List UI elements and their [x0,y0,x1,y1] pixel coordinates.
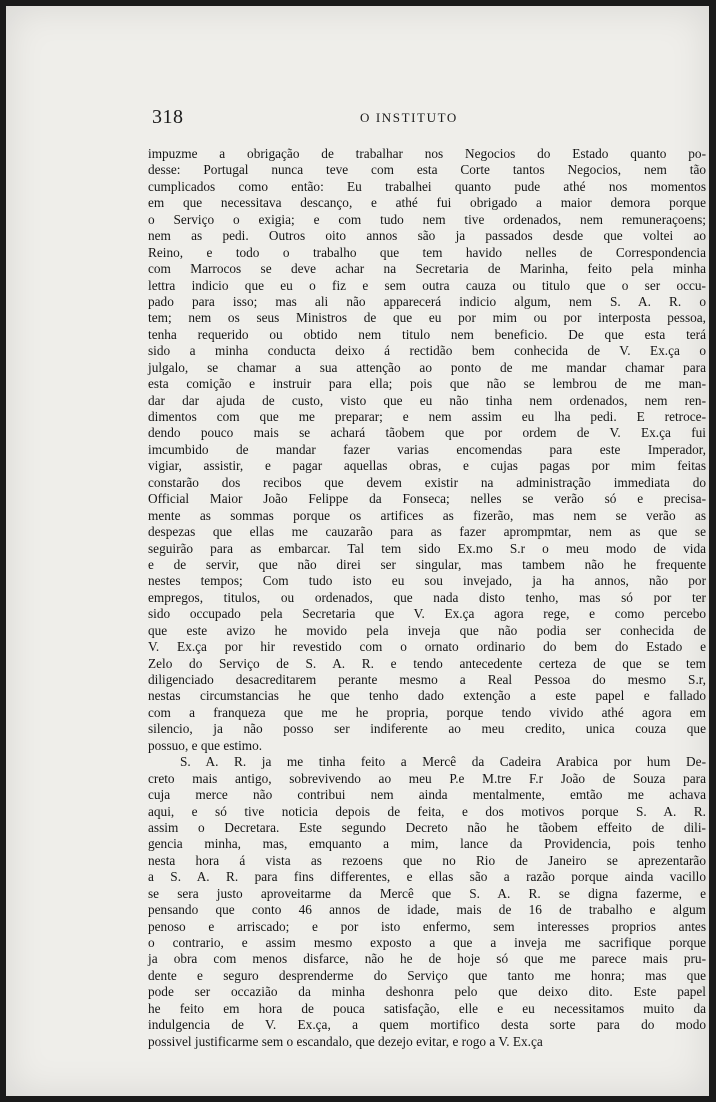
text-line: despezas que ellas me cauzarão para as fazer aprompmtar, nem as que se [148,524,706,540]
text-line: assim o Decretara. Este segundo Decreto não he tãobem effeito de dili- [148,819,706,835]
text-line: imcumbido de mandar fazer varias encomendas para este Imperador, [148,441,706,457]
text-line: cumplicados como então: Eu trabalhei quanto pude athé nos momentos [148,178,706,194]
text-line: aqui, e só tive noticia depois de feita, e dos motivos porque S. A. R. [148,803,706,819]
text-line: pensando que conto 46 annos de idade, mais de 16 de trabalho e algum [148,902,706,918]
text-line: possuo, e que estimo. [148,737,263,753]
text-line: empregos, titulos, ou ordenados, que nada disto tenho, mas só por ter [148,589,706,605]
text-line: Official Maior João Felippe da Fonseca; nelles se verão só e precisa- [148,491,706,507]
text-line: dendo pouco mais se achará tãobem que por ordem de V. Ex.ça fui [148,425,706,441]
text-line: cuja merce não contribui nem ainda mentalmente, emtão me achava [148,787,706,803]
text-line: o contrario, e assim mesmo exposto a que a inveja me sacrifique porque [148,935,706,950]
text-line: que este avizo he movido pela inveja que não podia ser conhecida de [148,622,706,638]
text-line: esta comição e instruir para ella; pois que não se lembrou de me man- [148,376,706,392]
text-line: vigiar, assistir, e pagar aquellas obras, e cujas pagas por mim feitas [148,458,706,474]
text-line: a S. A. R. para fins differentes, e ellas são a razão porque ainda vacillo [148,869,706,885]
text-line: mente as sommas porque os artifices as fizerão, mas nem se verão as [148,507,706,523]
page-number: 318 [152,106,184,128]
text-line: gencia minha, mas, emquanto a mim, lance da Providencia, pois tenho [148,836,706,852]
text-line: nesta hora á vista as rezoens que no Rio de Janeiro se aprezentarão [148,852,706,868]
paragraph [148,754,706,1050]
text-line: dente e seguro desprenderme do Serviço que tanto me honra; mas que [148,967,706,983]
text-line: seguirão para as embarcar. Tal tem sido Ex.mo S.r o meu modo de vida [148,540,706,556]
text-line: dar dar ajuda de custo, visto que eu não tinha nem ordenados, nem ren- [148,392,706,408]
text-line: nestas circumstancias he que tenho dado extenção a este papel e fallado [148,688,706,704]
text-line: sido a minha conducta deixo á rectidão bem conhecida de V. Ex.ça o [148,343,706,359]
text-line: possivel justificarme sem o escandalo, que dezejo evitar, e rogo a V. Ex.ça [148,1033,543,1049]
text-line: nestes tempos; Com tudo isto eu sou invejado, ja ha annos, não por [148,573,706,589]
text-line: com a franqueza que me he propria, porque tendo vivido athé agora em [148,704,706,720]
text-line: pado para isso; mas ali não apparecerá indicio algum, nem S. A. R. o [148,293,706,309]
text-line: o Serviço o exigia; e com tudo nem tive ordenados, nem remuneraçoens; [148,211,706,227]
body-text [148,146,706,1050]
text-line: julgalo, se chamar a sua attenção ao ponto de me mandar chamar para [148,359,706,375]
text-line: desse: Portugal nunca teve com esta Corte tantos Negocios, nem tão [148,162,706,178]
text-line: V. Ex.ça por hir revestido com o ornato ordinario do bem do Estado e [148,639,706,655]
text-line: se sera justo aproveitarme da Mercê que S. A. R. se digna fazerme, e [148,885,706,901]
text-line: impuzme a obrigação de trabalhar nos Negocios do Estado quanto po- [148,146,706,161]
running-title: O INSTITUTO [360,110,458,125]
text-line: em que necessitava descanço, e athé fui obrigado a maior demora porque [148,195,706,211]
text-line: S. A. R. ja me tinha feito a Mercê da Cadeira Arabica por hum De- [180,754,706,770]
text-line: Zelo do Serviço de S. A. R. e tendo antecedente certeza de que se tem [148,655,706,671]
text-line: tenha requerido ou obtido nem titulo nem beneficio. De que esta terá [148,326,706,342]
text-line: indulgencia de V. Ex.ça, a quem mortifico desta sorte para do modo [148,1017,706,1033]
text-line: tem; nem os seus Ministros de que eu por mim ou por interposta pessoa, [148,310,706,326]
text-line: pode ser occazião da minha deshonra pelo que deixo dito. Este papel [148,984,706,1000]
text-line: nem as pedi. Outros oito annos são ja passados desde que voltei ao [148,228,706,244]
text-line: lettra indicio que eu o fiz e sem outra cauza ou titulo que o ser occu- [148,277,706,293]
text-line: Reino, e todo o trabalho que tem havido nelles de Correspondencia [148,244,706,260]
page-header [152,106,572,130]
text-line: penoso e arriscado; e por isto enfermo, sem interesses proprios antes [148,918,706,934]
text-line: e de servir, que não direi ser singular, mas tambem não he frequente [148,556,706,572]
text-line: diligenciado desacreditarem perante mesmo a Real Pessoa do mesmo S.r, [148,672,706,687]
text-line: ja obra com menos disfarce, não he de hoje só que me parece mais pru- [148,951,706,967]
book-page [6,6,709,1096]
text-line: dimentos com que me preparar; e nem assim eu lha pedi. E retroce- [148,409,706,424]
text-line: creto mais antigo, sobrevivendo ao meu P.e M.tre F.r João de Souza para [148,770,706,786]
text-line: sido occupado pela Secretaria que V. Ex.ça agora rege, e como percebo [148,606,706,622]
text-line: he feito em hora de pouca satisfação, elle e eu necessitamos muito da [148,1000,706,1016]
text-line: com Marrocos se deve achar na Secretaria de Marinha, feito pela minha [148,261,706,277]
text-line: constarão dos recibos que devem existir na administração immediata do [148,474,706,490]
paragraph [148,146,706,754]
text-line: silencio, ja não posso ser indiferente ao meu credito, unica couza que [148,721,706,737]
